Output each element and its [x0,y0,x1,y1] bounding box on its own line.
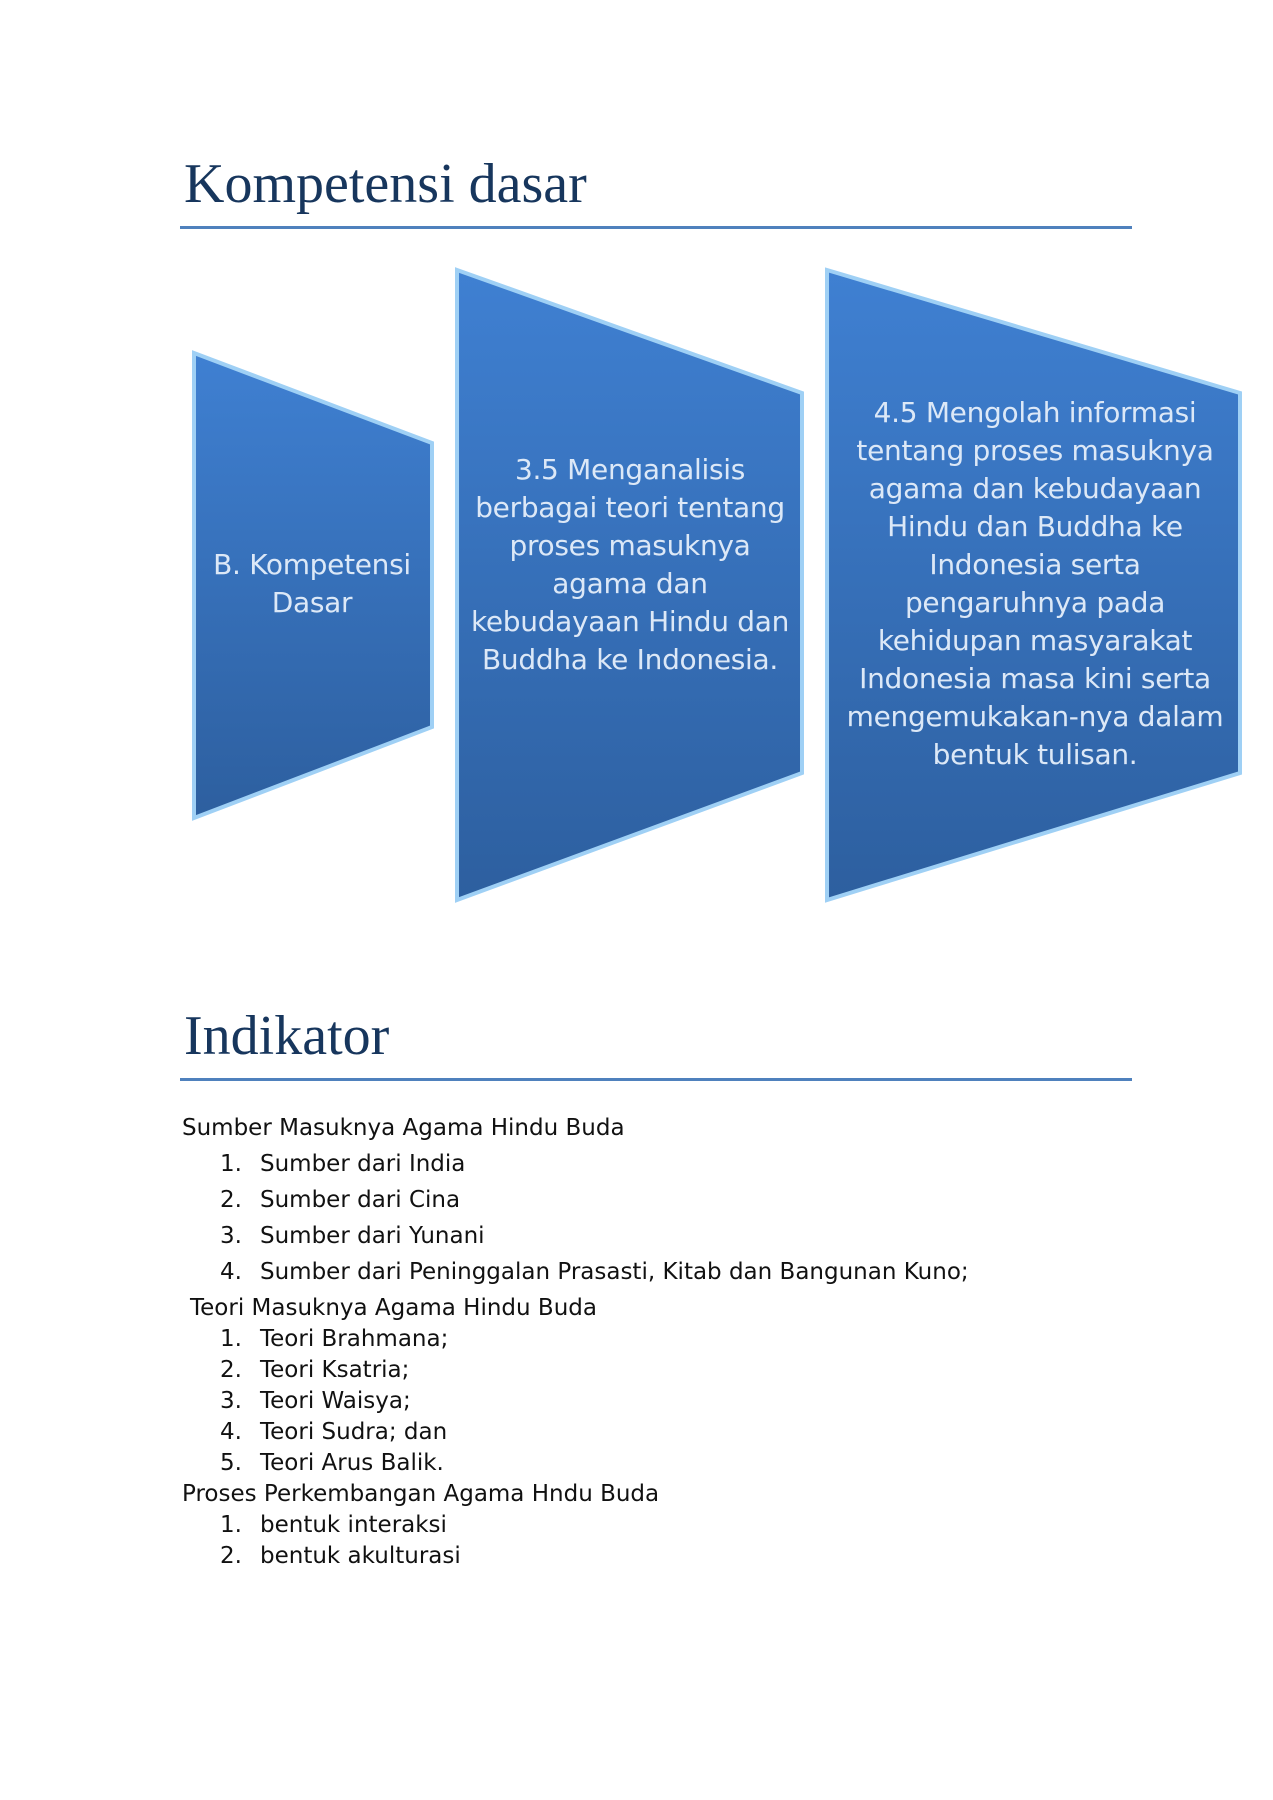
item-number: 2. [220,1543,242,1569]
item-number: 3. [220,1388,242,1414]
item-text: Sumber dari India [260,1151,466,1177]
group-title: Teori Masuknya Agama Hindu Buda [190,1295,597,1321]
item-number: 4. [220,1259,242,1285]
group-title: Sumber Masuknya Agama Hindu Buda [182,1115,625,1141]
item-number: 1. [220,1326,242,1352]
item-text: Teori Sudra; dan [260,1419,448,1445]
item-text: Sumber dari Yunani [260,1223,485,1249]
item-text: Sumber dari Peninggalan Prasasti, Kitab dan Bangunan Kuno; [260,1259,969,1285]
item-number: 5. [220,1450,242,1476]
item-number: 2. [220,1357,242,1383]
title-underline-2 [180,1078,1132,1081]
item-number: 2. [220,1187,242,1213]
item-text: bentuk akulturasi [260,1543,461,1569]
item-text: bentuk interaksi [260,1512,447,1538]
item-number: 1. [220,1512,242,1538]
item-text: Teori Brahmana; [260,1326,449,1352]
shape-text-2: 3.5 Menganalisis berbagai teori tentang proses masuknya agama dan kebudayaan Hindu dan Buddha ke Indonesia. [470,453,790,676]
item-text: Teori Waisya; [260,1388,411,1414]
item-number: 4. [220,1419,242,1445]
shape-text-1: B. Kompetensi Dasar [213,548,411,619]
section-title-indikator: Indikator [184,1005,390,1067]
item-number: 1. [220,1151,242,1177]
section-title-kompetensi: Kompetensi dasar [184,153,587,215]
item-number: 3. [220,1223,242,1249]
item-text: Teori Ksatria; [260,1357,410,1383]
item-text: Teori Arus Balik. [260,1450,444,1476]
item-text: Sumber dari Cina [260,1187,461,1213]
shape-text-3: 4.5 Mengolah informasi tentang proses masuknya agama dan kebudayaan Hindu dan Buddha ke Indonesia serta pengaruhnya pada kehidupan masyarakat Indonesia masa kini serta mengemukakan-nya dalam bentuk tulisan. [846,396,1224,771]
group-title: Proses Perkembangan Agama Hndu Buda [182,1481,660,1507]
